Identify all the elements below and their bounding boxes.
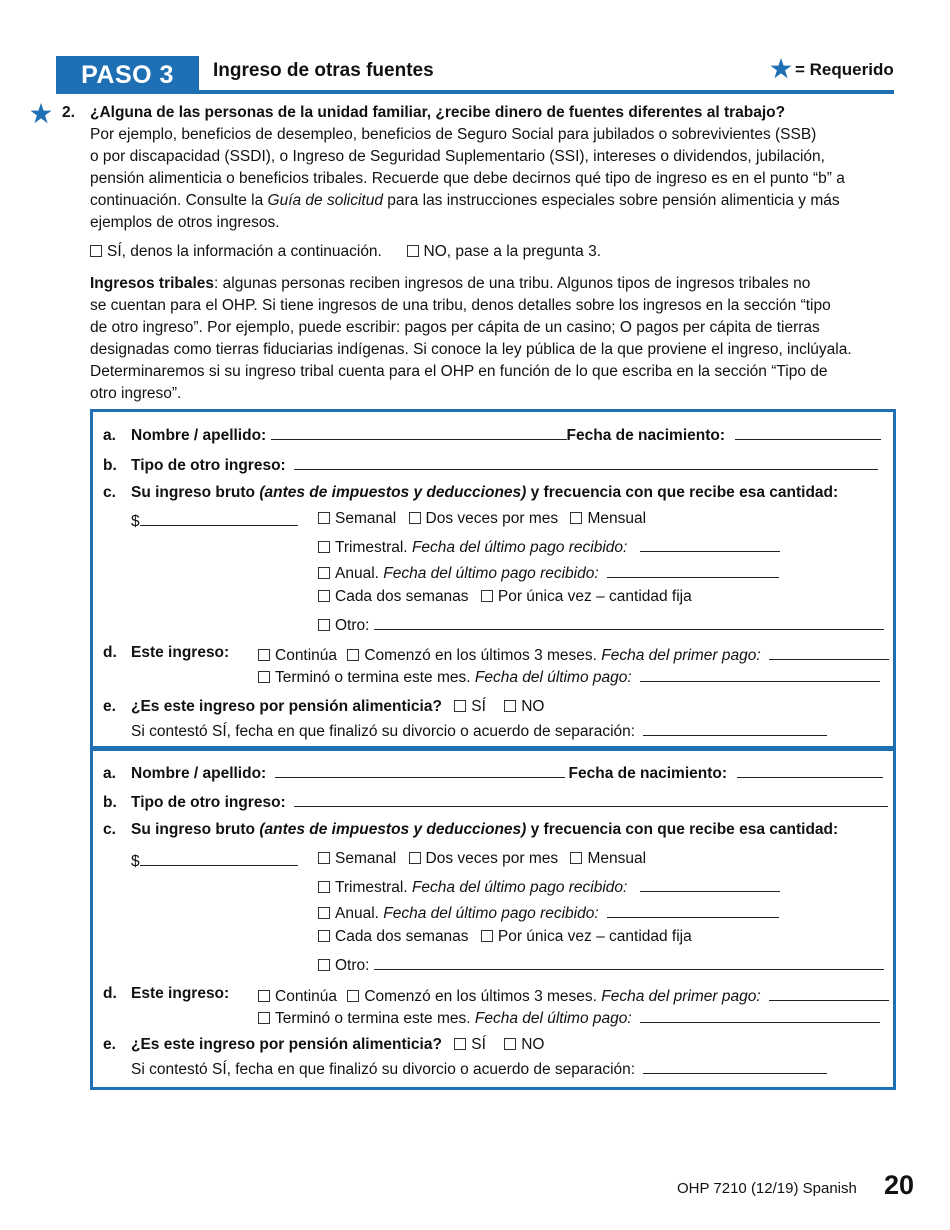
no-checkbox[interactable]	[407, 245, 419, 257]
one-time-checkbox[interactable]	[481, 930, 493, 942]
row-name: a. Nombre / apellido: Fecha de nacimiento:	[103, 424, 881, 445]
divorce-row: Si contestó SÍ, fecha en que finalizó su divorcio o acuerdo de separación:	[131, 1058, 827, 1079]
annual-date-field[interactable]	[607, 562, 779, 578]
yes-checkbox[interactable]	[90, 245, 102, 257]
quarterly-checkbox[interactable]	[318, 881, 330, 893]
freq-row-3: Anual. Fecha del último pago recibido:	[318, 562, 779, 583]
status-row-2: Terminó o termina este mes. Fecha del último pago:	[258, 666, 880, 687]
yes-no-options	[90, 243, 601, 261]
monthly-checkbox[interactable]	[570, 852, 582, 864]
question-heading: ¿Alguna de las personas de la unidad familiar, ¿recibe dinero de fuentes diferentes al trabajo?	[90, 104, 786, 121]
row-alimony: e. ¿Es este ingreso por pensión alimenticia? SÍ NO	[103, 698, 545, 715]
form-code: OHP 7210 (12/19) Spanish	[677, 1180, 857, 1197]
alimony-no-checkbox[interactable]	[504, 700, 516, 712]
required-legend: = Requerido	[795, 60, 894, 79]
annual-date-field[interactable]	[607, 902, 779, 918]
quarterly-checkbox[interactable]	[318, 541, 330, 553]
freq-row-2: Trimestral. Fecha del último pago recibido:	[318, 876, 780, 897]
page-number: 20	[884, 1170, 915, 1200]
freq-row-4: Cada dos semanas Por única vez – cantidad fija	[318, 928, 692, 946]
freq-row-4: Cada dos semanas Por única vez – cantidad fija	[318, 588, 692, 606]
monthly-checkbox[interactable]	[570, 512, 582, 524]
dob-label: Fecha de nacimiento:	[568, 765, 728, 782]
row-type: b. Tipo de otro ingreso:	[103, 791, 888, 812]
divorce-row: Si contestó SÍ, fecha en que finalizó su divorcio o acuerdo de separación:	[131, 720, 827, 741]
tribal-line: designadas como tierras fiduciarias indígenas. Si conoce la ley pública de la que proviene el ingreso, inclúyala.	[90, 341, 852, 358]
annual-checkbox[interactable]	[318, 907, 330, 919]
question-number: 2.	[62, 104, 75, 121]
biweekly-checkbox[interactable]	[318, 930, 330, 942]
alimony-yes-checkbox[interactable]	[454, 700, 466, 712]
started-checkbox[interactable]	[347, 649, 359, 661]
first-payment-field[interactable]	[769, 985, 889, 1001]
required-star-icon	[770, 58, 792, 79]
dob-label: Fecha de nacimiento:	[566, 427, 726, 444]
row-alimony: e. ¿Es este ingreso por pensión alimenticia? SÍ NO	[103, 1036, 545, 1053]
guide-title: Guía de solicitud	[267, 192, 383, 209]
status-row-1: Continúa Comenzó en los últimos 3 meses. Fecha del primer pago:	[258, 985, 889, 1006]
income-entry-2	[90, 746, 896, 1090]
other-checkbox[interactable]	[318, 619, 330, 631]
status-row-1: Continúa Comenzó en los últimos 3 meses. Fecha del primer pago:	[258, 644, 889, 665]
row-status: d. Este ingreso:	[103, 644, 230, 661]
row-status: d. Este ingreso:	[103, 985, 230, 1002]
tribal-line: se cuentan para el OHP. Si tiene ingresos de una tribu, denos detalles sobre los ingresos en la sección “tipo	[90, 297, 831, 314]
continues-checkbox[interactable]	[258, 990, 270, 1002]
question-body-line: Por ejemplo, beneficios de desempleo, beneficios de Seguro Social para jubilados o sobrevivientes (SSB)	[90, 126, 817, 143]
amount-row: $	[131, 510, 298, 531]
divorce-date-field[interactable]	[643, 1058, 827, 1074]
question-body-line: ejemplos de otros ingresos.	[90, 214, 280, 231]
income-entry-1	[90, 409, 896, 751]
dob-field[interactable]	[735, 424, 881, 440]
status-row-2: Terminó o termina este mes. Fecha del último pago:	[258, 1007, 880, 1028]
amount-field[interactable]	[140, 850, 298, 866]
one-time-checkbox[interactable]	[481, 590, 493, 602]
last-payment-field[interactable]	[640, 1007, 880, 1023]
tribal-line: otro ingreso”.	[90, 385, 182, 402]
last-payment-field[interactable]	[640, 666, 880, 682]
question-body-line: o por discapacidad (SSDI), o Ingreso de Seguridad Suplementario (SSI), intereses o dividendos, jubilación,	[90, 148, 825, 165]
yes-option-label: SÍ, denos la información a continuación.	[107, 243, 382, 260]
other-checkbox[interactable]	[318, 959, 330, 971]
question-body-line: pensión alimenticia o beneficios tribales. Recuerde que debe decirnos qué tipo de ingreso es en el punto “b” a	[90, 170, 845, 187]
quarterly-date-field[interactable]	[640, 536, 780, 552]
biweekly-checkbox[interactable]	[318, 590, 330, 602]
amount-row: $	[131, 850, 298, 871]
alimony-no-checkbox[interactable]	[504, 1038, 516, 1050]
freq-row-3: Anual. Fecha del último pago recibido:	[318, 902, 779, 923]
first-payment-field[interactable]	[769, 644, 889, 660]
name-label: Nombre / apellido:	[131, 427, 267, 444]
no-option-label: NO, pase a la pregunta 3.	[423, 243, 602, 260]
ended-checkbox[interactable]	[258, 1012, 270, 1024]
header-rule	[56, 90, 894, 94]
row-type: b. Tipo de otro ingreso:	[103, 454, 878, 475]
freq-row-2: Trimestral. Fecha del último pago recibido:	[318, 536, 780, 557]
ended-checkbox[interactable]	[258, 671, 270, 683]
weekly-checkbox[interactable]	[318, 512, 330, 524]
freq-row-1: Semanal Dos veces por mes Mensual	[318, 850, 646, 868]
alimony-yes-checkbox[interactable]	[454, 1038, 466, 1050]
type-label: Tipo de otro ingreso:	[131, 794, 286, 811]
freq-row-5: Otro:	[318, 614, 884, 635]
tribal-label: Ingresos tribales	[90, 275, 215, 292]
other-field[interactable]	[374, 614, 884, 630]
annual-checkbox[interactable]	[318, 567, 330, 579]
step-label: PASO 3	[81, 60, 174, 89]
freq-row-5: Otro:	[318, 954, 884, 975]
other-field[interactable]	[374, 954, 884, 970]
type-field[interactable]	[294, 791, 888, 807]
tribal-income-note: Ingresos tribales: algunas personas reciben ingresos de una tribu. Algunos tipos de ingresos tribales no se cuentan para el OHP. Si tiene ingresos de una tribu, denos detalles sobre los ingresos en la sección “tipo de otro ingreso”. Por ejemplo, puede escribir: pagos per cápita de un casino; O pagos per cápita de tierras designadas como tierras fiduciarias indígenas. Si conoce la ley pública de la que proviene el ingreso, inclúyala. Determinaremos si su ingreso tribal cuenta para el OHP en función de lo que escriba en la sección “Tipo de otro ingreso”.	[90, 273, 890, 405]
row-name: a. Nombre / apellido: Fecha de nacimiento:	[103, 762, 883, 783]
question-block	[90, 102, 890, 234]
continues-checkbox[interactable]	[258, 649, 270, 661]
section-title: Ingreso de otras fuentes	[213, 60, 434, 81]
tribal-line: de otro ingreso”. Por ejemplo, puede escribir: pagos per cápita de un casino; O pagos per cápita de tierras	[90, 319, 820, 336]
row-gross: c. Su ingreso bruto (antes de impuestos y deducciones) y frecuencia con que recibe esa cantidad:	[103, 821, 839, 838]
twice-month-checkbox[interactable]	[409, 852, 421, 864]
step-badge	[56, 56, 199, 94]
name-label: Nombre / apellido:	[131, 765, 267, 782]
type-field[interactable]	[294, 454, 878, 470]
name-field[interactable]	[275, 762, 565, 778]
weekly-checkbox[interactable]	[318, 852, 330, 864]
dob-field[interactable]	[737, 762, 883, 778]
tribal-line: Determinaremos si su ingreso tribal cuenta para el OHP en función de lo que escriba en la sección “Tipo de	[90, 363, 828, 380]
question-body-line: continuación. Consulte la Guía de solicitud para las instrucciones especiales sobre pensión alimenticia y más	[90, 192, 840, 209]
name-field[interactable]	[271, 424, 567, 440]
divorce-date-field[interactable]	[643, 720, 827, 736]
amount-field[interactable]	[140, 510, 298, 526]
required-star-icon	[30, 103, 52, 124]
twice-month-checkbox[interactable]	[409, 512, 421, 524]
row-gross: c. Su ingreso bruto (antes de impuestos y deducciones) y frecuencia con que recibe esa cantidad:	[103, 484, 839, 501]
quarterly-date-field[interactable]	[640, 876, 780, 892]
type-label: Tipo de otro ingreso:	[131, 457, 286, 474]
started-checkbox[interactable]	[347, 990, 359, 1002]
freq-row-1: Semanal Dos veces por mes Mensual	[318, 510, 646, 528]
